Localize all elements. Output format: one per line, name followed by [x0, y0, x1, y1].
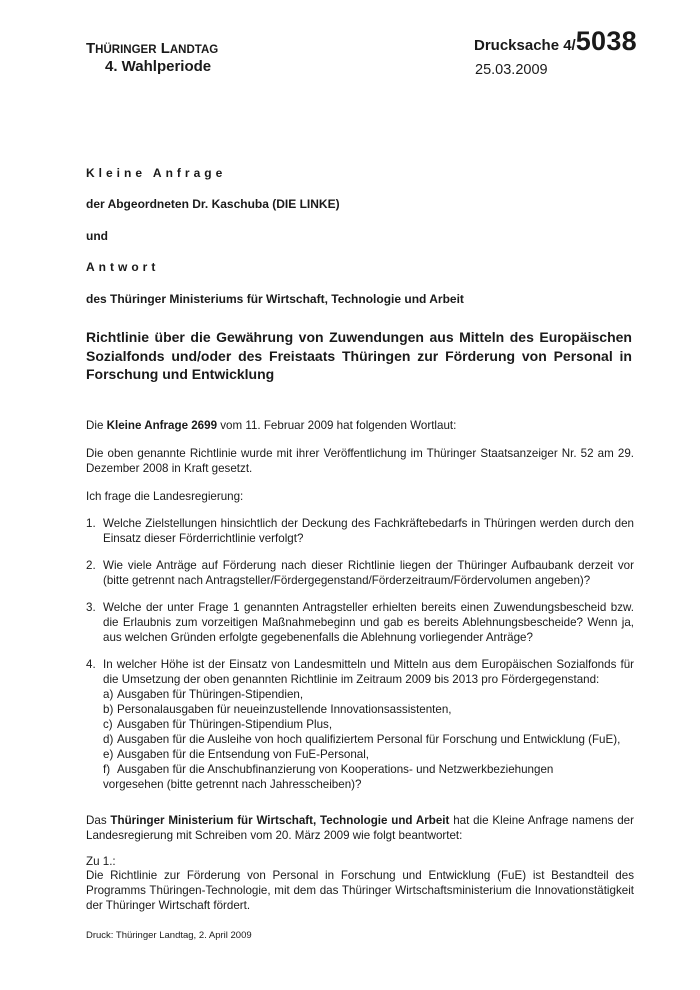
answer-1-label: Zu 1.:: [86, 855, 116, 868]
und-line: und: [86, 229, 108, 243]
question-number: 2.: [86, 559, 96, 572]
question-number: 3.: [86, 601, 96, 614]
antwort-heading: Antwort: [86, 260, 160, 274]
parliament-name-second-rest: ANDTAG: [169, 44, 219, 56]
question-intro-pre: Die: [86, 419, 107, 432]
q4-item: [103, 717, 634, 732]
q4-item: [103, 762, 634, 777]
question-4: [86, 657, 634, 792]
q4-item: [103, 687, 634, 702]
question-text: Welche der unter Frage 1 genannten Antragsteller erhielten bereits einen Zuwendungsbescheid bzw. die Erlaubnis zum vorzeitigen Maßnahmebeginn und gab es bereits Ablehnungsbescheide? Wenn ja, aus welchen Gründen erfolgte gegebenenfalls die Ablehnung vorliegender Anträge?: [103, 601, 634, 644]
question-2: [86, 558, 634, 588]
document-date: 25.03.2009: [475, 62, 548, 78]
ask-line: Ich frage die Landesregierung:: [86, 490, 244, 503]
question-intro: [86, 418, 634, 433]
question-3: [86, 600, 634, 645]
q4-item-letter: b): [103, 703, 114, 716]
parliament-name-rest: HÜRINGER: [95, 44, 157, 56]
q4-item-text: Ausgaben für die Ausleihe von hoch qualifiziertem Personal für Forschung und Entwicklung (FuE),: [117, 733, 621, 746]
printed-matter-number: [474, 26, 637, 56]
author-line: der Abgeordneten Dr. Kaschuba (DIE LINKE): [86, 197, 340, 211]
q4-item: [103, 747, 634, 762]
question-number: 4.: [86, 658, 96, 671]
q4-item-letter: c): [103, 718, 113, 731]
preamble-paragraph: Die oben genannte Richtlinie wurde mit ihrer Veröffentlichung im Thüringer Staatsanzeiger Nr. 52 am 29. Dezember 2008 in Kraft gesetzt.: [86, 447, 634, 475]
print-footer: Druck: Thüringer Landtag, 2. April 2009: [86, 930, 252, 941]
answer-intro: [86, 813, 634, 843]
document-title: Richtlinie über die Gewährung von Zuwendungen aus Mitteln des Europäischen Sozialfonds und/oder des Freistaats Thüringen zur Förderung von Personal in Forschung und Entwicklung: [86, 329, 632, 382]
q4-end: vorgesehen (bitte getrennt nach Jahresscheiben)?: [103, 778, 362, 791]
q4-item-text: Ausgaben für die Entsendung von FuE-Personal,: [117, 748, 370, 761]
answer-intro-bold: Thüringer Ministerium für Wirtschaft, Technologie und Arbeit: [110, 814, 450, 827]
kleine-anfrage-heading: Kleine Anfrage: [86, 166, 227, 180]
question-text: Welche Zielstellungen hinsichtlich der Deckung des Fachkräftebedarfs in Thüringen werden durch den Einsatz dieser Förderrichtlinie verfolgt?: [103, 517, 634, 545]
q4-item-letter: d): [103, 733, 114, 746]
question-text: In welcher Höhe ist der Einsatz von Landesmitteln und Mitteln aus dem Europäischen Sozialfonds für die Umsetzung der oben genannten Richtlinie im Zeitraum 2009 bis 2013 pro Fördergegenstand:: [103, 658, 634, 686]
q4-item-letter: a): [103, 688, 114, 701]
q4-item-letter: e): [103, 748, 114, 761]
answer-intro-pre: Das: [86, 814, 111, 827]
question-text: Wie viele Anträge auf Förderung nach dieser Richtlinie liegen der Thüringer Aufbaubank derzeit vor (bitte getrennt nach Antragsteller/Fördergegenstand/Förderzeitraum/Fördervolumen angeben)?: [103, 559, 634, 587]
q4-item: [103, 702, 634, 717]
printed-matter-label: Drucksache 4/: [474, 37, 576, 54]
answer-intro-post: hat die Kleine Anfrage namens der Landesregierung mit Schreiben vom 20. März 2009 wie folgt beantwortet:: [86, 814, 634, 842]
question-intro-post: vom 11. Februar 2009 hat folgenden Wortlaut:: [217, 419, 457, 432]
ministry-line: des Thüringer Ministeriums für Wirtschaft, Technologie und Arbeit: [86, 292, 464, 306]
q4-item-letter: f): [103, 763, 111, 776]
q4-item-text: Personalausgaben für neueinzustellende Innovationsassistenten,: [117, 703, 452, 716]
legislative-period: 4. Wahlperiode: [105, 58, 212, 75]
parliament-name: [86, 40, 218, 59]
q4-item: [103, 732, 634, 747]
q4-item-text: Ausgaben für Thüringen-Stipendium Plus,: [117, 718, 333, 731]
parliament-name-second-initial: L: [160, 40, 170, 57]
question-1: [86, 516, 634, 546]
answer-1-text: Die Richtlinie zur Förderung von Personal in Forschung und Entwicklung (FuE) ist Bestandteil des Programms Thüringen-Technologie, mit dem das Thüringer Wirtschaftsministerium die Innovationstätigkeit der Thüringer Wirtschaft fördert.: [86, 869, 634, 912]
question-number: 1.: [86, 517, 96, 530]
printed-matter-value: 5038: [575, 26, 637, 56]
q4-item-text: Ausgaben für Thüringen-Stipendien,: [117, 688, 304, 701]
question-intro-bold: Kleine Anfrage 2699: [106, 419, 218, 432]
parliament-name-initial: T: [86, 40, 96, 57]
q4-item-text: Ausgaben für die Anschubfinanzierung von Kooperations- und Netzwerkbeziehungen: [117, 763, 554, 776]
